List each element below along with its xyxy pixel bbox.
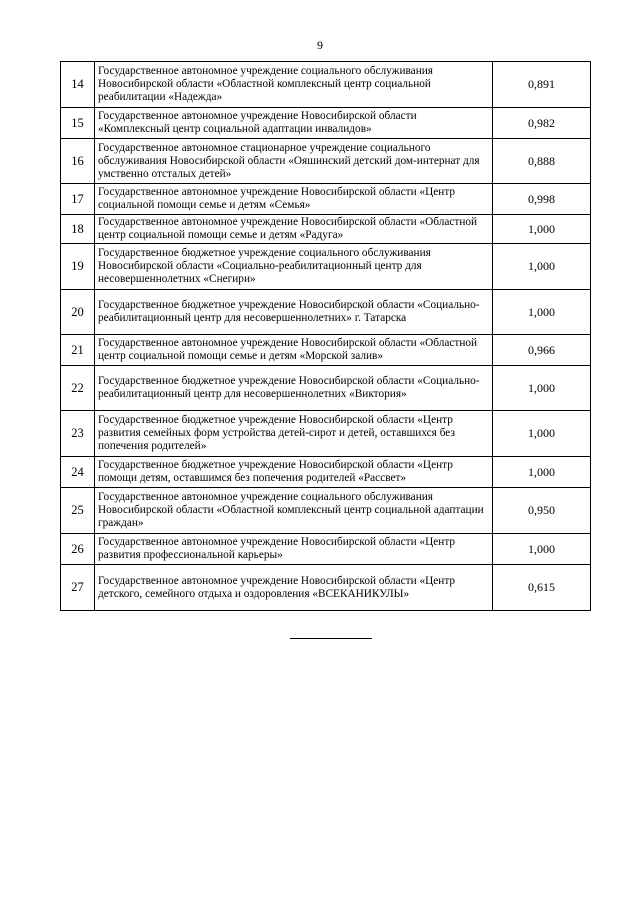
row-number: 15 (61, 108, 95, 139)
table-row (61, 215, 591, 244)
table-row (61, 534, 591, 565)
table-row (61, 565, 591, 611)
row-number: 24 (61, 457, 95, 488)
row-value: 1,000 (493, 215, 591, 244)
row-number: 20 (61, 290, 95, 335)
row-number: 18 (61, 215, 95, 244)
institution-name: Государственное автономное учреждение социального обслуживания Новосибирской области «Областной комплексный центр социальной реабилитации «Надежда» (95, 62, 493, 108)
institution-name: Государственное бюджетное учреждение Новосибирской области «Социально-реабилитационный центр для несовершеннолетних» г. Татарска (95, 290, 493, 335)
table-row (61, 290, 591, 335)
row-value: 0,891 (493, 62, 591, 108)
institution-name: Государственное автономное учреждение Новосибирской области «Центр социальной помощи семье и детям «Семья» (95, 184, 493, 215)
table-row (61, 62, 591, 108)
table-row (61, 335, 591, 366)
row-value: 0,966 (493, 335, 591, 366)
row-value: 1,000 (493, 366, 591, 411)
institution-name: Государственное бюджетное учреждение Новосибирской области «Центр помощи детям, оставшимся без попечения родителей «Рассвет» (95, 457, 493, 488)
row-number: 22 (61, 366, 95, 411)
table-row (61, 457, 591, 488)
row-number: 21 (61, 335, 95, 366)
table-row (61, 184, 591, 215)
table-row (61, 139, 591, 184)
end-divider-line (290, 638, 372, 639)
institution-name: Государственное автономное стационарное учреждение социального обслуживания Новосибирской области «Ояшинский детский дом-интернат для умственно отсталых детей» (95, 139, 493, 184)
institution-name: Государственное бюджетное учреждение социального обслуживания Новосибирской области «Социально-реабилитационный центр для несовершеннолетних «Снегири» (95, 244, 493, 290)
row-value: 1,000 (493, 290, 591, 335)
row-value: 1,000 (493, 457, 591, 488)
row-number: 14 (61, 62, 95, 108)
table-row (61, 244, 591, 290)
row-value: 1,000 (493, 411, 591, 457)
row-value: 0,998 (493, 184, 591, 215)
institution-name: Государственное автономное учреждение социального обслуживания Новосибирской области «Областной комплексный центр социальной адаптации граждан» (95, 488, 493, 534)
table-row (61, 411, 591, 457)
row-number: 25 (61, 488, 95, 534)
table-row (61, 366, 591, 411)
table-row (61, 108, 591, 139)
institution-name: Государственное автономное учреждение Новосибирской области «Областной центр социальной помощи семье и детям «Радуга» (95, 215, 493, 244)
row-number: 27 (61, 565, 95, 611)
table-row (61, 488, 591, 534)
row-value: 0,950 (493, 488, 591, 534)
institution-name: Государственное автономное учреждение Новосибирской области «Центр развития профессиональной карьеры» (95, 534, 493, 565)
institution-name: Государственное автономное учреждение Новосибирской области «Комплексный центр социальной адаптации инвалидов» (95, 108, 493, 139)
row-number: 26 (61, 534, 95, 565)
institution-name: Государственное автономное учреждение Новосибирской области «Центр детского, семейного отдыха и оздоровления «ВСЕКАНИКУЛЫ» (95, 565, 493, 611)
institution-name: Государственное автономное учреждение Новосибирской области «Областной центр социальной помощи семье и детям «Морской залив» (95, 335, 493, 366)
institution-name: Государственное бюджетное учреждение Новосибирской области «Центр развития семейных форм устройства детей-сирот и детей, оставшихся без попечения родителей» (95, 411, 493, 457)
row-value: 0,888 (493, 139, 591, 184)
row-number: 19 (61, 244, 95, 290)
institution-name: Государственное бюджетное учреждение Новосибирской области «Социально-реабилитационный центр для несовершеннолетних «Виктория» (95, 366, 493, 411)
page-number: 9 (317, 38, 323, 52)
row-number: 16 (61, 139, 95, 184)
row-value: 1,000 (493, 244, 591, 290)
row-number: 23 (61, 411, 95, 457)
institutions-table (60, 61, 591, 611)
row-value: 0,982 (493, 108, 591, 139)
row-value: 1,000 (493, 534, 591, 565)
row-value: 0,615 (493, 565, 591, 611)
row-number: 17 (61, 184, 95, 215)
